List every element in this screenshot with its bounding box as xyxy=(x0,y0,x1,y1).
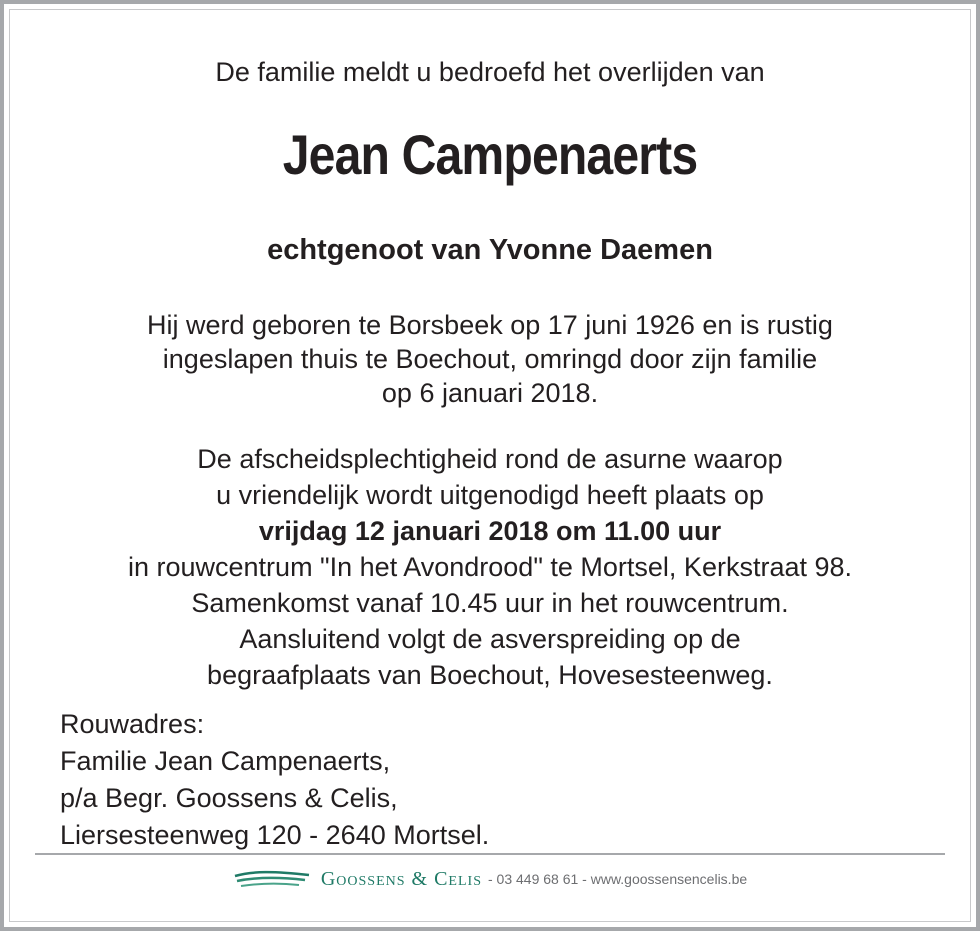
bio-line: Hij werd geboren te Borsbeek op 17 juni 1926 en is rustig xyxy=(147,310,833,340)
contact-info: - 03 449 68 61 - www.goossensencelis.be xyxy=(487,871,748,887)
ceremony-line: De afscheidsplechtigheid rond de asurne waarop xyxy=(197,444,783,474)
address-heading: Rouwadres: xyxy=(60,709,205,739)
ceremony-line: u vriendelijk wordt uitgenodigd heeft plaats op xyxy=(216,480,764,510)
address-line: Liersesteenweg 120 - 2640 Mortsel. xyxy=(60,820,490,850)
ceremony-detail-line: Aansluitend volgt de asverspreiding op de xyxy=(239,624,741,654)
brand-name: Goossens & Celis xyxy=(320,867,482,890)
bio-line: ingeslapen thuis te Boechout, omringd door zijn familie xyxy=(162,344,818,374)
ceremony-detail-line: Samenkomst vanaf 10.45 uur in het rouwcentrum. xyxy=(191,588,789,618)
ceremony-date: vrijdag 12 januari 2018 om 11.00 uur xyxy=(258,516,722,546)
footer-divider xyxy=(35,853,945,855)
bio-line: op 6 januari 2018. xyxy=(381,378,599,408)
ceremony-detail-line: begraafplaats van Boechout, Hovesesteenweg. xyxy=(207,660,773,690)
ceremony-detail-line: in rouwcentrum "In het Avondrood" te Mortsel, Kerkstraat 98. xyxy=(127,552,853,582)
ceremony-paragraph xyxy=(0,441,980,693)
address-line: p/a Begr. Goossens & Celis, xyxy=(60,783,398,813)
mourning-address xyxy=(60,706,489,854)
biography-paragraph xyxy=(0,308,980,410)
spouse-line: echtgenoot van Yvonne Daemen xyxy=(267,234,713,266)
funeral-home-footer xyxy=(0,866,980,892)
deceased-name: Jean Campenaerts xyxy=(282,123,698,186)
announcement-lead: De familie meldt u bedroefd het overlijden van xyxy=(215,57,765,87)
wave-logo-icon xyxy=(233,868,311,890)
address-line: Familie Jean Campenaerts, xyxy=(60,746,391,776)
